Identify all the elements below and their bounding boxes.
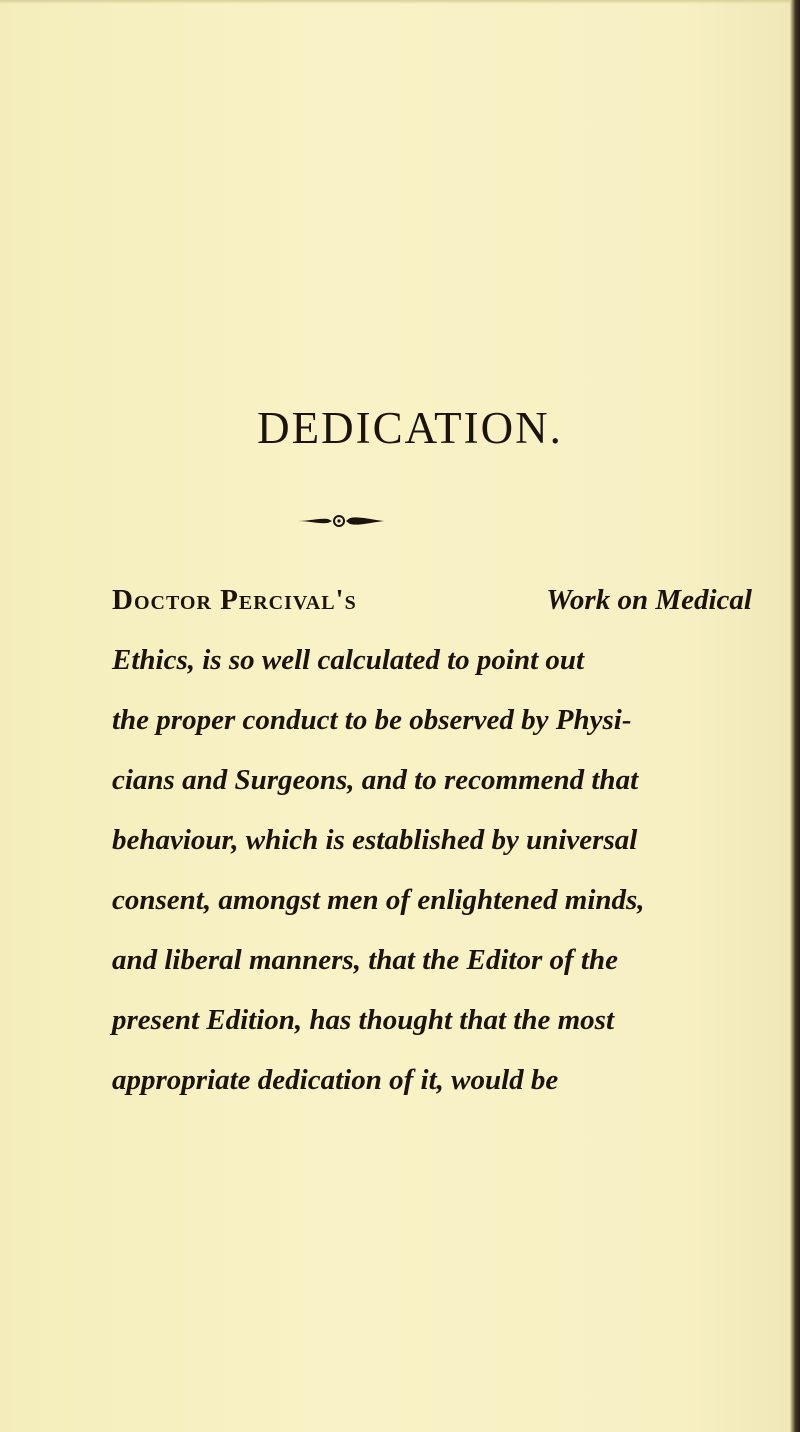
- text-line: and liberal manners, that the Editor of the: [112, 944, 618, 976]
- dedication-text: [112, 578, 752, 1118]
- text-line: the proper conduct to be observed by Physi-: [112, 704, 632, 736]
- text-line-segment: Work on Medical: [546, 584, 752, 616]
- text-line: cians and Surgeons, and to recommend that: [112, 764, 639, 796]
- page-binding-edge: [790, 0, 800, 1432]
- page-title: DEDICATION.: [257, 403, 563, 453]
- text-line: appropriate dedication of it, would be: [112, 1064, 559, 1096]
- text-line: behaviour, which is established by universal: [112, 824, 638, 856]
- text-lead: Doctor Percival's: [112, 584, 357, 616]
- text-line: consent, amongst men of enlightened minds,: [112, 884, 645, 916]
- text-line: present Edition, has thought that the most: [112, 1004, 615, 1036]
- page-top-edge: [0, 0, 800, 4]
- text-line: Ethics, is so well calculated to point out: [112, 644, 585, 676]
- text-line: [112, 578, 752, 638]
- fleuron-ornament-icon: [296, 512, 386, 530]
